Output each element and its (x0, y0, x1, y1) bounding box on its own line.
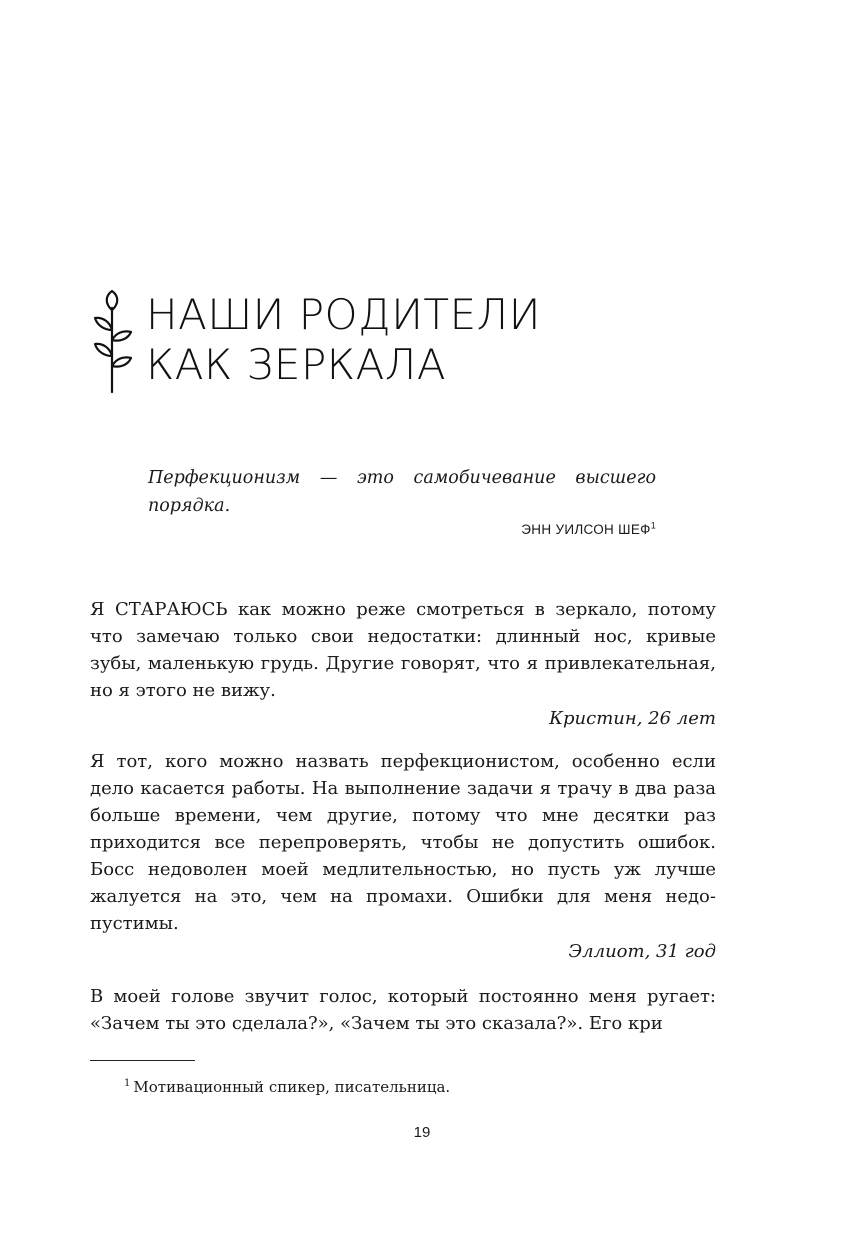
chapter-heading (92, 290, 541, 394)
testimonial-2 (90, 748, 716, 965)
footnote-divider (90, 1060, 195, 1061)
epigraph-author (148, 522, 656, 537)
testimonial-1 (90, 596, 716, 732)
chapter-title (146, 290, 541, 390)
epigraph (148, 464, 656, 537)
footnote-reference[interactable]: 1 (650, 520, 656, 531)
testimonial-text: В моей голове звучит голос, который постоянно меня ругает: «Зачем ты это сделала?», «Зачем ты это сказала?». Его кри (90, 986, 716, 1034)
footnote (124, 1077, 450, 1097)
testimonial-3 (90, 983, 716, 1037)
page-number: 19 (413, 1124, 431, 1141)
testimonial-signature: Эллиот, 31 год (568, 941, 716, 962)
chapter-title-line-1: НАШИ РОДИТЕЛИ (146, 290, 541, 339)
footnote-text: Мотивационный спикер, писательница. (133, 1078, 451, 1096)
epigraph-quote: Перфекционизм — это самобичевание высшего порядка. (148, 468, 656, 516)
testimonial-signature: Кристин, 26 лет (549, 708, 716, 729)
footnote-number: 1 (124, 1078, 131, 1089)
plant-sprig-icon (92, 290, 134, 394)
epigraph-author-name: ЭНН УИЛСОН ШЕФ (521, 522, 651, 537)
chapter-title-line-2: КАК ЗЕРКАЛА (146, 340, 447, 389)
testimonial-text: Я тот, кого можно назвать перфекционистом, особенно если дело касается работы. На выполнение задачи я трачу в два раза больше времени, чем другие, потому что мне десятки раз приходится все перепроверять, чтобы не допустить ошибок. Босс недоволен моей медлительностью, но пусть уж лучше жалуется на это, чем на промахи. Ошибки для меня недопустимы. (90, 751, 716, 934)
testimonial-text: Я СТАРАЮСЬ как можно реже смотреться в зеркало, потому что замечаю только свои недостатки: длинный нос, кривые зубы, маленькую грудь. Другие говорят, что я привлекательная, но я этого не вижу. (90, 599, 716, 701)
